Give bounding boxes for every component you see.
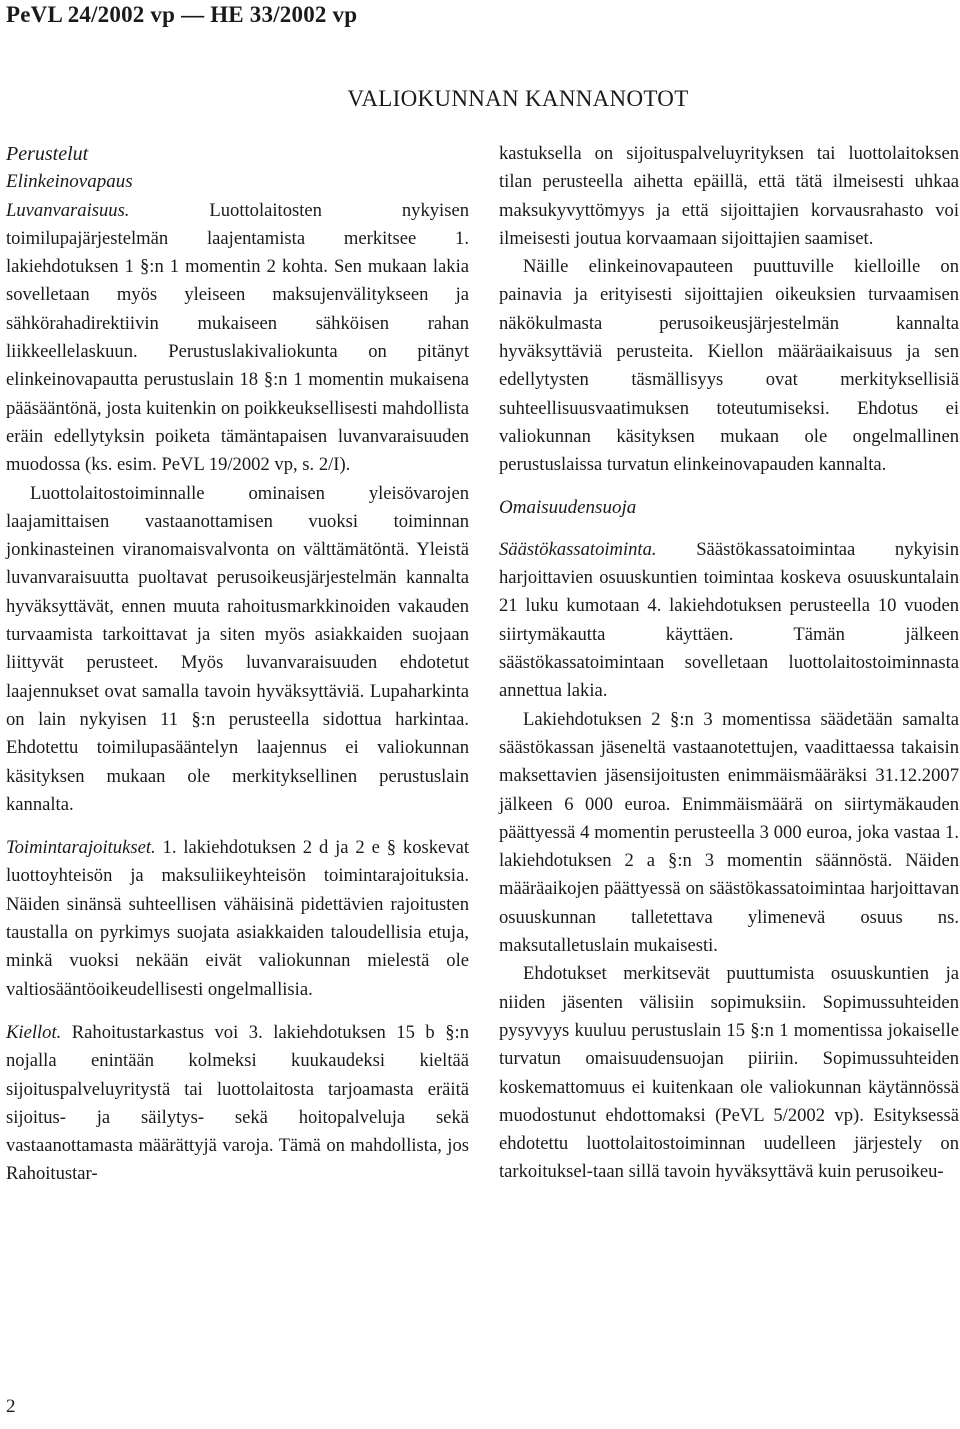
paragraph-lead: Luvanvaraisuus. [6,199,130,221]
heading-elinkeinovapaus: Elinkeinovapaus [6,171,133,193]
paragraph: kastuksella on sijoituspalveluyrityksen tai luottolaitoksen tilan perusteella aihetta epäillä, että tätä ilmeisesti uhkaa maksukyvyttömyys ja että sijoittajien korvausrahasto voi ilmeisesti joutua korvaamaan sijoittajien saamiset. [499,143,959,249]
paragraph-text: 1. lakiehdotuksen 2 d ja 2 e § koskevat luottoyhteisön ja maksuliikeyhteisön toimintarajoituksia. Näiden sinänsä suhteellisen vähäisinä pidettävien rajoitusten taustalla on pyrkimys suojata asiakkaiden taloudellisia etuja, minkä vuoksi nekään eivät valiokunnan mielestä ole valtiosääntöoikeudellisesti ongelmallisia. [6,837,469,1000]
paragraph-text: Rahoitustarkastus voi 3. lakiehdotuksen 15 b §:n nojalla enintään kolmeksi kuukaudeksi kieltää sijoituspalveluyritystä tai luottolaitosta tarjoamasta eräitä sijoitus- ja säilytys- sekä hoitopalveluja sekä vastaanottamasta määrättyjä varoja. Tämä on mahdollista, jos Rahoitustar- [6,1021,469,1185]
paragraph-kiellot [6,1019,469,1189]
page-number: 2 [6,1396,16,1417]
right-column [499,140,959,1187]
paragraph-text: Luottolaitosten nykyisen toimilupajärjestelmän laajentamista merkitsee 1. lakiehdotuksen 1 §:n 1 momentin 2 kohta. Sen mukaan lakia sovelletaan myös yleiseen maksujenvälitykseen ja sähkörahadirektiivin mukaiseen sähköisen rahan liikkeellelaskuun. Perustuslakivaliokunta on pitänyt elinkeinovapautta perustuslain 18 §:n 1 momentin mukaisena pääsääntönä, josta kuitenkin on poikkeuksellisesti mahdollista eräin edellytyksin poiketa tämäntapaisen luvanvaraisuuden muodossa (ks. esim. PeVL 19/2002 vp, s. 2/I). [6,199,469,476]
paragraph-lead: Kiellot. [6,1021,62,1043]
paragraph: Ehdotukset merkitsevät puuttumista osuuskuntien ja niiden jäsenten välisiin sopimuksiin. Sopimussuhteiden pysyvyys kuuluu perustuslain 15 §:n 1 momentissa jokaiselle turvatun omaisuudensuojan piiriin. Sopimussuhteiden koskemattomuus ei kuitenkaan ole valiokunnan käytännössä muodostunut ehdottomaksi (PeVL 5/2002 vp). Esityksessä ehdotettu luottolaitostoiminnan uudelleen järjestely on tarkoituksel-taan sillä tavoin hyväksyttävä kuin perusoikeu- [499,963,959,1183]
paragraph-toimintarajoitukset [6,834,469,1004]
heading-omaisuudensuoja: Omaisuudensuoja [499,496,637,518]
section-title: VALIOKUNNAN KANNANOTOT [347,86,689,111]
page-header: PeVL 24/2002 vp — HE 33/2002 vp [6,2,358,27]
paragraph: Luottolaitostoiminnalle ominaisen yleisövarojen laajamittaisen vastaanottamisen vuoksi toiminnan jonkinasteinen viranomaisvalvonta on välttämätöntä. Yleistä luvanvaraisuutta puoltavat perusoikeusjärjestelmän kannalta hyväksyttävät, ennen muuta rahoitusmarkkinoiden vakauden turvaamista tarkoittavat ja siten myös asiakkaiden suojaan liittyvät perusteet. Myös luvanvaraisuuden ehdotetut laajennukset ovat samalla tavoin hyväksyttäviä. Lupaharkinta on lain nykyisen 11 §:n perusteella sidottua harkintaa. Ehdotettu toimilupasääntelyn laajennus ei valiokunnan käsityksen mukaan ole merkityksellinen perustuslain kannalta. [6,482,469,815]
paragraph-lead: Säästökassatoiminta. [499,538,657,560]
paragraph-text: Säästökassatoimintaa nykyisin harjoittavien osuuskuntien toimintaa koskeva osuuskuntalain 21 luku kumotaan 4. lakiehdotuksen perusteella 10 vuoden siirtymäkautta käyttäen. Tämän jälkeen säästökassatoimintaan sovelletaan luottolaitostoiminnasta annettua lakia. [499,538,959,702]
paragraph-saastokassatoiminta [499,536,959,706]
heading-perustelut: Perustelut [6,143,89,165]
left-column [6,140,469,1189]
paragraph: Näille elinkeinovapauteen puuttuville kielloille on painavia ja erityisesti sijoittajien oikeuksien turvaamisen näkökulmasta perusoikeusjärjestelmän kannalta hyväksyttäviä perusteita. Kiellon määräaikaisuus ja sen edellytysten täsmällisyys ovat merkityksellisiä suhteellisuusvaatimuksen toteutumiseksi. Ehdotus ei valiokunnan käsityksen mukaan ole ongelmallinen perustuslaissa turvatun elinkeinovapauden kannalta. [499,256,959,476]
paragraph-luvanvaraisuus [6,197,469,480]
paragraph: Lakiehdotuksen 2 §:n 3 momentissa säädetään samalta säästökassan jäseneltä vastaanotettujen, vaadittaessa takaisin maksettavien jäsensijoitusten enimmäismääräksi 31.12.2007 jälkeen 6 000 euroa. Enimmäismäärä on siirtymäkauden päättyessä 4 momentin perusteella 3 000 euroa, joka vastaa 1. lakiehdotuksen 2 a §:n 3 momentin säännöstä. Näiden määräaikojen päättyessä on säästökassatoimintaa harjoittavan osuuskunnan talletettava ylimenevä osuus ns. maksutalletuslain mukaisesti. [499,708,959,957]
paragraph-lead: Toimintarajoitukset. [6,837,156,859]
